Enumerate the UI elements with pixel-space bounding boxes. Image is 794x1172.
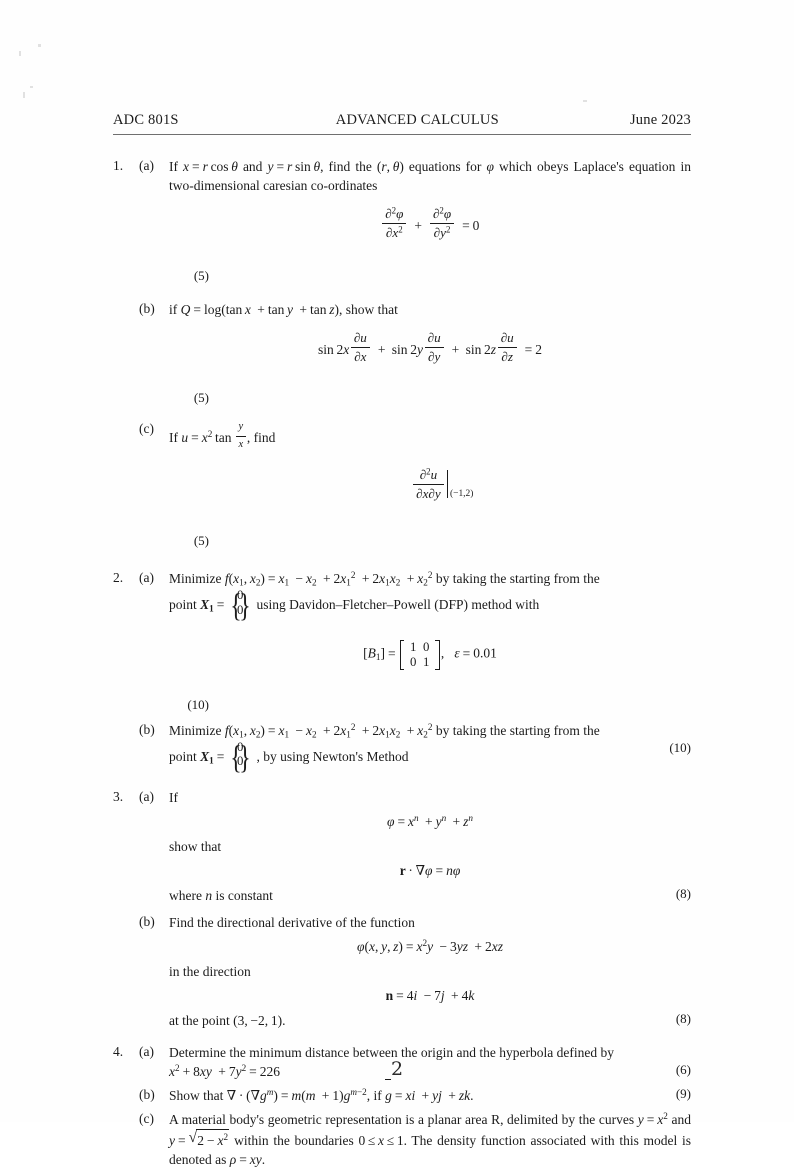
part-text: A material body's geometric representation is a planar area R, delimited by the curves $y = x^2$ and y = √ $2 - x^2$ within the boundaries 0 ≤ x ≤ 1. The density function associated with this model is denoted as ρ = xy. bbox=[169, 1110, 691, 1169]
part-text: Minimize $f(x_1$, $x_2) = x_1 - x_2 + 2x_1^2 + 2x_1x_2 + x_2^2$ by taking the starting from the bbox=[169, 721, 600, 739]
part-label: (a) bbox=[139, 1043, 154, 1059]
b-matrix-equation: $[B_1]$ = 1 0 0 1 , ε = 0.01 bbox=[363, 640, 497, 669]
part-label: (c) bbox=[139, 1111, 154, 1127]
question-2-part-a bbox=[139, 569, 691, 712]
question-4-part-c bbox=[139, 1110, 691, 1169]
part-text-mid: show that bbox=[169, 838, 222, 854]
scan-artifact bbox=[38, 44, 41, 47]
question-number: 3. bbox=[113, 788, 124, 804]
part-text: Find the directional derivative of the function bbox=[169, 915, 415, 931]
part-text: Determine the minimum distance between the origin and the hyperbola defined by bbox=[169, 1044, 614, 1060]
marks-2b: (10) bbox=[669, 739, 691, 755]
part-text-row: (6) $x^2 + 8xy + 7y^2 = 226$ bbox=[169, 1061, 691, 1079]
question-1-part-a bbox=[139, 157, 691, 284]
part-label: (a) bbox=[139, 788, 154, 804]
part-text-continued: (10) point $X_1$ = { 0 0 } , by using Newton's Method bbox=[169, 740, 691, 776]
laplace-equation: $\frac{\partial^2\varphi}{\partial x^2}$ + $\frac{\partial^2\varphi}{\partial y^2}$ = 0 bbox=[169, 206, 691, 241]
scan-artifact bbox=[583, 100, 587, 102]
header-rule bbox=[113, 134, 691, 135]
question-2-part-b bbox=[139, 721, 691, 776]
mixed-partial-equation: $\frac{\partial^2u}{\partial x\partial y}$ (−1,2) bbox=[169, 467, 691, 502]
question-number: 1. bbox=[113, 158, 124, 173]
page-title: ADVANCED CALCULUS bbox=[335, 112, 499, 128]
part-text-end-row: (8) where n is constant bbox=[169, 885, 691, 903]
question-number: 4. bbox=[113, 1043, 124, 1059]
question-3-part-b bbox=[139, 913, 691, 1030]
marks-4a: (6) bbox=[675, 1061, 691, 1077]
part-label: (a) bbox=[139, 158, 154, 173]
exam-date: June 2023 bbox=[629, 112, 691, 128]
scan-artifact bbox=[30, 86, 33, 88]
part-label: (b) bbox=[139, 721, 155, 737]
question-2 bbox=[113, 569, 691, 777]
question-4-part-b bbox=[139, 1086, 691, 1105]
marks-4b: (9) bbox=[675, 1085, 691, 1101]
part-text: If $u = x^2$ tan $\frac{y}{x}$ , find bbox=[169, 421, 276, 451]
marks-2a: (10) bbox=[187, 696, 209, 712]
question-1 bbox=[113, 157, 691, 551]
question-3-part-a bbox=[139, 788, 691, 905]
part-text: Minimize $f(x_1$, $x_2) = x_1 - x_2 + 2x_1^2 + 2x_1x_2 + x_2^2$ by taking the starting from the bbox=[169, 570, 600, 588]
question-1-part-c bbox=[139, 420, 691, 549]
course-code: ADC 801S bbox=[113, 112, 179, 128]
exam-content bbox=[113, 112, 691, 1172]
part-label: (b) bbox=[139, 301, 155, 317]
part-text-end-row: (8) at the point (3, −2, 1). bbox=[169, 1011, 691, 1029]
part-text: If bbox=[169, 789, 178, 805]
scalar-field-equation: φ(x, y, $z) = x^2y - 3yz + 2xz$ bbox=[357, 938, 503, 955]
page-number: 2 bbox=[390, 1058, 404, 1080]
exam-header bbox=[113, 112, 691, 134]
marks-3b: (8) bbox=[675, 1011, 691, 1027]
gradient-identity-equation: r · ∇φ = nφ bbox=[399, 862, 461, 878]
part-text-mid: in the direction bbox=[169, 964, 251, 980]
part-label: (c) bbox=[139, 421, 154, 437]
question-1-part-b bbox=[139, 300, 691, 406]
part-label: (b) bbox=[139, 1086, 155, 1102]
question-3 bbox=[113, 788, 691, 1033]
part-text-continued: point $X_1$ = { 0 0 } using Davidon–Fletcher–Powell (DFP) method with bbox=[169, 588, 691, 624]
marks-1b: (5) bbox=[193, 390, 209, 406]
part-text: if Q = log(tan x + tan y + tan z), show that bbox=[169, 302, 398, 318]
part-label: (a) bbox=[139, 570, 154, 586]
marks-3a: (8) bbox=[675, 885, 691, 901]
scan-artifact bbox=[19, 51, 21, 56]
marks-1a: (5) bbox=[193, 268, 209, 284]
marks-1c: (5) bbox=[193, 533, 209, 549]
part-text: Show that ∇ · $(\nabla g^m) = m(m + 1)g^{m-2}$, if g = xi + yj + zk. bbox=[169, 1086, 691, 1105]
question-number: 2. bbox=[113, 570, 124, 586]
part-text: If x = r cos θ and y = r sin θ, find the (r, θ) equations for φ which obeys Laplace's equation in two-dimensional caresian co-ordinates bbox=[169, 159, 691, 194]
sin-2x-equation: sin 2x $\frac{\partial u}{\partial x}$ + sin 2y $\frac{\partial u}{\partial y}$ + sin 2z $\frac{\partial u}{\partial z}$ = 2 bbox=[317, 330, 543, 365]
direction-vector-equation: n = 4i − 7j + 4k bbox=[385, 988, 475, 1004]
scan-artifact bbox=[23, 92, 25, 98]
part-label: (b) bbox=[139, 914, 155, 930]
phi-power-equation: $\varphi = x^n + y^n + z^n$ bbox=[387, 813, 473, 829]
